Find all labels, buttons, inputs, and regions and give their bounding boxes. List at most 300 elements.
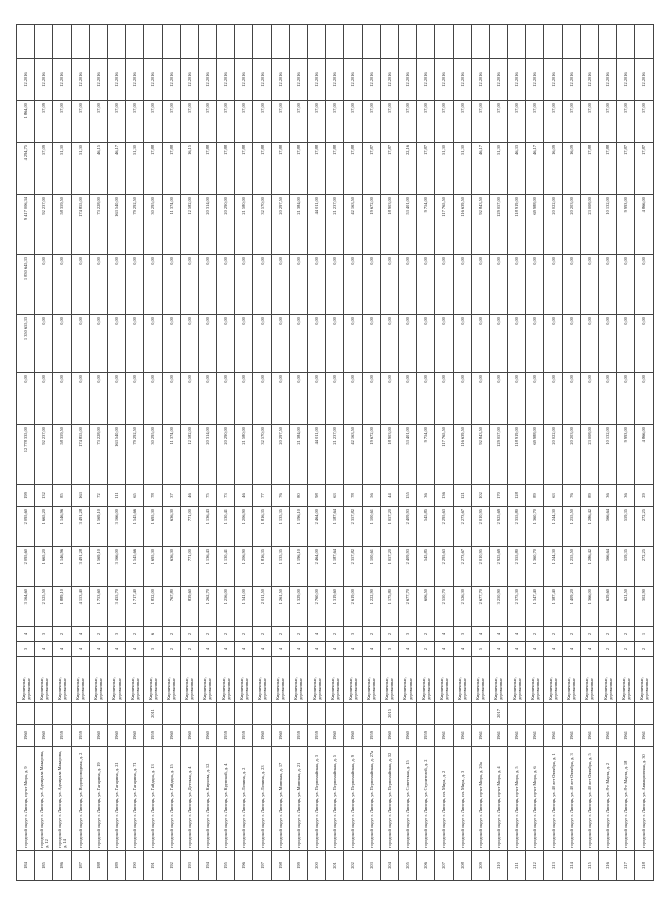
owned-area-cell: 2 357,82 <box>344 507 362 547</box>
unit-cost-cell: 51,30 <box>489 143 507 195</box>
spacer-cell <box>435 25 453 59</box>
unit-cost-limit-cell: 57,00 <box>344 101 362 143</box>
total-area-cell: 1 222,90 <box>362 587 380 627</box>
wall-material-cell: Кирпичные, деревянные <box>53 657 71 703</box>
year-built-cell: 1959 <box>217 725 235 747</box>
owned-area-cell: 1 135,35 <box>271 507 289 547</box>
cost-federal-cell: 0,00 <box>289 373 307 425</box>
floors-cell: 2 <box>617 642 635 657</box>
year-built-cell: 1960 <box>253 725 271 747</box>
unit-cost-cell: 51,30 <box>435 143 453 195</box>
owned-area-cell: 771,00 <box>180 507 198 547</box>
planned-date-cell: 12.2016 <box>617 59 635 101</box>
unit-cost-limit-cell: 57,00 <box>508 101 526 143</box>
cost-federal-cell: 0,00 <box>562 373 580 425</box>
cost-municipal-cell: 0,00 <box>417 255 435 315</box>
spacer-cell <box>580 25 598 59</box>
address-cell: городской округ г. Липецк, ул. Гагарина, д. 71 <box>126 747 144 851</box>
cost-total-cell: 20 290,00 <box>217 425 235 485</box>
living-area-cell: 1 244,30 <box>544 547 562 587</box>
year-built-cell: 1960 <box>180 725 198 747</box>
residents-cell: 128 <box>508 485 526 507</box>
unit-cost-cell: 46,33 <box>508 143 526 195</box>
address-cell: городской округ г. Липецк, ул. 8-е Марта, д. 18 <box>617 747 635 851</box>
entrances-cell: 2 <box>180 627 198 642</box>
floors-cell: 4 <box>398 642 416 657</box>
owned-area-cell: 1 100,61 <box>362 507 380 547</box>
address-cell: городской округ г. Липецк, ул. Первомайская, д. 27а <box>362 747 380 851</box>
address-cell: городской округ г. Липецк, пл. Мира, д. 3 <box>453 747 471 851</box>
row-number-cell: 190 <box>126 851 144 881</box>
year-privatized-cell <box>435 703 453 725</box>
cost-total-cell: 53 401,00 <box>398 425 416 485</box>
total-area-cell: 2 526,30 <box>453 587 471 627</box>
total-area-cell: 2 677,70 <box>398 587 416 627</box>
floors-cell: 4 <box>308 642 326 657</box>
wall-material-cell: Кирпичные, деревянные <box>144 657 162 703</box>
row-number-cell: 207 <box>435 851 453 881</box>
year-built-cell: 1960 <box>198 725 216 747</box>
cost-municipal-cell: 0,00 <box>289 255 307 315</box>
cost-federal-cell: 0,00 <box>544 373 562 425</box>
residents-cell: 155 <box>398 485 416 507</box>
entrances-cell: 4 <box>71 627 89 642</box>
year-built-cell: 1960 <box>326 725 344 747</box>
cost-owners-cell: 20 290,00 <box>217 195 235 255</box>
unit-cost-cell: 16,15 <box>180 143 198 195</box>
spacer-cell <box>126 25 144 59</box>
planned-date-cell: 12.2016 <box>235 59 253 101</box>
cost-regional-cell: 0,00 <box>580 315 598 373</box>
year-privatized-cell <box>271 703 289 725</box>
entrances-cell: 2 <box>380 627 398 642</box>
floors-cell: 4 <box>271 642 289 657</box>
owned-area-cell: 636,30 <box>162 507 180 547</box>
spacer-cell <box>35 25 53 59</box>
wall-material-cell: Кирпичные, деревянные <box>126 657 144 703</box>
year-built-cell: 1961 <box>489 725 507 747</box>
unit-cost-cell: 17,87 <box>380 143 398 195</box>
floors-cell: 4 <box>344 642 362 657</box>
cost-total-cell: 21 237,00 <box>326 425 344 485</box>
cost-regional-cell: 0,00 <box>599 315 617 373</box>
table-row <box>398 25 416 881</box>
cost-federal-cell: 0,00 <box>599 373 617 425</box>
entrances-cell: 3 <box>453 627 471 642</box>
cost-owners-cell: 21 237,00 <box>326 195 344 255</box>
year-built-cell: 1961 <box>508 725 526 747</box>
total-area-cell: 1 261,50 <box>271 587 289 627</box>
cost-federal-cell: 0,00 <box>398 373 416 425</box>
floors-cell: 4 <box>435 642 453 657</box>
cost-regional-cell: 0,00 <box>253 315 271 373</box>
wall-material-cell: Кирпичные, деревянные <box>35 657 53 703</box>
row-number-cell: 202 <box>344 851 362 881</box>
living-area-cell: 1 187,64 <box>326 547 344 587</box>
entrances-cell: 2 <box>235 627 253 642</box>
cost-regional-cell: 0,00 <box>71 315 89 373</box>
total-area-cell: 2 550,70 <box>435 587 453 627</box>
living-area-cell: 1 057,20 <box>380 547 398 587</box>
year-privatized-cell <box>253 703 271 725</box>
address-cell: городской округ г. Липецк, ул. Советская, д. 15 <box>398 747 416 851</box>
unit-cost-limit-cell: 57,00 <box>435 101 453 143</box>
living-area-cell: 559,35 <box>617 547 635 587</box>
owned-area-cell: 2 273,67 <box>453 507 471 547</box>
unit-cost-cell: 17,88 <box>326 143 344 195</box>
table-row <box>71 25 89 881</box>
table-row <box>435 25 453 881</box>
table-row <box>508 25 526 881</box>
unit-cost-cell: 17,87 <box>635 143 653 195</box>
floors-cell: 4 <box>198 642 216 657</box>
address-cell: городской округ г. Липецк, ул. Гагарина, д. 19 <box>89 747 107 851</box>
address-cell: городской округ г. Липецк, ул. Авиационная, д. 30 <box>635 747 653 851</box>
spacer-cell <box>599 25 617 59</box>
cost-municipal-cell: 0,00 <box>580 255 598 315</box>
floors-cell: 3 <box>144 642 162 657</box>
unit-cost-limit-cell: 57,00 <box>162 101 180 143</box>
owned-area-cell: 559,35 <box>617 507 635 547</box>
planned-date-cell: 12.2016 <box>508 59 526 101</box>
row-number-cell: 199 <box>289 851 307 881</box>
cost-federal-cell: 0,00 <box>198 373 216 425</box>
living-area-cell: 1 255,50 <box>562 547 580 587</box>
total-area-cell: 606,50 <box>417 587 435 627</box>
owned-area-cell: 1 286,42 <box>580 507 598 547</box>
planned-date-cell: 12.2016 <box>562 59 580 101</box>
cost-regional-cell: 0,00 <box>489 315 507 373</box>
table-row <box>217 25 235 881</box>
total-area-cell: 1 387,40 <box>544 587 562 627</box>
row-number-cell: 192 <box>162 851 180 881</box>
cost-regional-cell: 0,00 <box>417 315 435 373</box>
living-area-cell: 1 130,41 <box>217 547 235 587</box>
table-row <box>235 25 253 881</box>
owned-area-cell: 2 355,80 <box>508 507 526 547</box>
unit-cost-limit-cell: 57,09 <box>35 101 53 143</box>
cost-total-cell: 21 580,00 <box>235 425 253 485</box>
cost-regional-cell: 0,00 <box>326 315 344 373</box>
cost-owners-cell: 163 540,00 <box>107 195 125 255</box>
row-number-cell: 188 <box>89 851 107 881</box>
unit-cost-cell: 17,88 <box>198 143 216 195</box>
floors-cell: 4 <box>107 642 125 657</box>
year-built-cell: 1960 <box>126 725 144 747</box>
year-built-cell: 1959 <box>71 725 89 747</box>
cost-federal-cell: 0,00 <box>35 373 53 425</box>
row-number-cell: 201 <box>326 851 344 881</box>
cost-municipal-cell: 0,00 <box>544 255 562 315</box>
entrances-cell: 3 <box>107 627 125 642</box>
address-cell: городской округ г. Липецк, пр-кт Мира, д. 6 <box>526 747 544 851</box>
cost-municipal-cell: 0,00 <box>53 255 71 315</box>
cost-owners-cell: 117 765,50 <box>435 195 453 255</box>
unit-cost-cell: 16,09 <box>544 143 562 195</box>
planned-date-cell: 12.2016 <box>217 59 235 101</box>
cost-federal-cell: 0,00 <box>435 373 453 425</box>
living-area-cell: 2 095,60 <box>17 547 35 587</box>
entrances-cell: 1 <box>635 627 653 642</box>
year-built-cell: 1960 <box>271 725 289 747</box>
cost-municipal-cell: 0,00 <box>562 255 580 315</box>
spacer-cell <box>53 25 71 59</box>
cost-total-cell: 20 297,50 <box>271 425 289 485</box>
year-privatized-cell <box>580 703 598 725</box>
floors-cell: 4 <box>126 642 144 657</box>
unit-cost-cell: 51,30 <box>453 143 471 195</box>
total-area-cell: 1 256,00 <box>217 587 235 627</box>
year-privatized-cell <box>398 703 416 725</box>
cost-regional-cell: 0,00 <box>53 315 71 373</box>
planned-date-cell: 12.2016 <box>417 59 435 101</box>
year-built-cell: 1961 <box>471 725 489 747</box>
wall-material-cell: Кирпичные, деревянные <box>435 657 453 703</box>
floors-cell: 2 <box>180 642 198 657</box>
cost-federal-cell: 0,00 <box>217 373 235 425</box>
spacer-cell <box>526 25 544 59</box>
cost-regional-cell: 0,00 <box>544 315 562 373</box>
entrances-cell: 2 <box>162 627 180 642</box>
owned-area-cell: 1 360,70 <box>526 507 544 547</box>
cost-municipal-cell: 0,00 <box>599 255 617 315</box>
living-area-cell: 1 545,66 <box>126 547 144 587</box>
row-number-cell: 186 <box>53 851 71 881</box>
row-number-cell: 194 <box>198 851 216 881</box>
total-area-cell: 1 753,60 <box>89 587 107 627</box>
owned-area-cell: 1 569,10 <box>89 507 107 547</box>
spacer-cell <box>617 25 635 59</box>
entrances-cell: 2 <box>326 627 344 642</box>
cost-federal-cell: 0,00 <box>180 373 198 425</box>
cost-regional-cell: 0,00 <box>235 315 253 373</box>
spacer-cell <box>471 25 489 59</box>
table-row <box>562 25 580 881</box>
total-area-cell: 2 525,50 <box>35 587 53 627</box>
cost-regional-cell: 0,00 <box>635 315 653 373</box>
residents-cell: 46 <box>180 485 198 507</box>
cost-total-cell: 69 988,00 <box>526 425 544 485</box>
table-row <box>599 25 617 881</box>
year-privatized-cell <box>180 703 198 725</box>
year-privatized-cell: 2017 <box>489 703 507 725</box>
table-row <box>326 25 344 881</box>
cost-total-cell: 11 374,00 <box>162 425 180 485</box>
living-area-cell: 1 196,10 <box>289 547 307 587</box>
cost-municipal-cell: 0,00 <box>362 255 380 315</box>
address-cell: городской округ г. Липецк, ул. Строителей, д. 2 <box>417 747 435 851</box>
year-privatized-cell <box>53 703 71 725</box>
living-area-cell: 1 135,35 <box>271 547 289 587</box>
planned-date-cell: 12.2016 <box>107 59 125 101</box>
residents-cell: 89 <box>580 485 598 507</box>
living-area-cell: 545,85 <box>417 547 435 587</box>
planned-date-cell: 12.2016 <box>35 59 53 101</box>
cost-municipal-cell: 0,00 <box>162 255 180 315</box>
year-privatized-cell <box>453 703 471 725</box>
table-row <box>471 25 489 881</box>
row-number-cell: 185 <box>35 851 53 881</box>
wall-material-cell: Кирпичные, деревянные <box>308 657 326 703</box>
address-cell: городской округ г. Липецк, ул. Первомайская, д. 5 <box>326 747 344 851</box>
year-built-cell: 1961 <box>544 725 562 747</box>
entrances-cell: 2 <box>89 627 107 642</box>
unit-cost-cell: 17,88 <box>599 143 617 195</box>
residents-cell: 111 <box>107 485 125 507</box>
row-number-cell: 211 <box>508 851 526 881</box>
living-area-cell: 636,30 <box>162 547 180 587</box>
cost-municipal-cell: 0,00 <box>71 255 89 315</box>
cost-total-cell: 10 132,00 <box>599 425 617 485</box>
spacer-cell <box>380 25 398 59</box>
floors-cell: 4 <box>71 642 89 657</box>
year-built-cell: 1961 <box>599 725 617 747</box>
row-number-cell: 193 <box>180 851 198 881</box>
residents-cell: 75 <box>198 485 216 507</box>
planned-date-cell: 12.2016 <box>471 59 489 101</box>
unit-cost-cell: 17,88 <box>344 143 362 195</box>
wall-material-cell: Кирпичные, деревянные <box>107 657 125 703</box>
residents-cell: 76 <box>271 485 289 507</box>
cost-owners-cell: 92 237,00 <box>35 195 53 255</box>
unit-cost-limit-cell: 57,00 <box>107 101 125 143</box>
address-cell: городской округ г. Липецк, ул. 8-е Марта, д. 2 <box>599 747 617 851</box>
planned-date-cell: 12.2016 <box>89 59 107 101</box>
planned-date-cell: 12.2016 <box>544 59 562 101</box>
cost-owners-cell: 42 163,50 <box>344 195 362 255</box>
cost-total-cell: 19 672,00 <box>362 425 380 485</box>
year-privatized-cell <box>289 703 307 725</box>
address-cell: городской округ г. Липецк, пр-кт Мира, д. 4 <box>489 747 507 851</box>
year-built-cell: 1960 <box>17 725 35 747</box>
entrances-cell: 6 <box>144 627 162 642</box>
row-number-cell: 215 <box>580 851 598 881</box>
entrances-cell: 2 <box>562 627 580 642</box>
total-area-cell: 1 341,00 <box>235 587 253 627</box>
table-row <box>580 25 598 881</box>
unit-cost-limit-cell: 57,00 <box>544 101 562 143</box>
unit-cost-limit-cell: 57,00 <box>380 101 398 143</box>
living-area-cell: 2 295,63 <box>435 547 453 587</box>
floors-cell: 4 <box>362 642 380 657</box>
cost-regional-cell: 0,00 <box>162 315 180 373</box>
entrances-cell: 2 <box>580 627 598 642</box>
residents-cell: 78 <box>144 485 162 507</box>
cost-owners-cell: 10 132,00 <box>599 195 617 255</box>
cost-municipal-cell: 0,00 <box>180 255 198 315</box>
year-built-cell: 1961 <box>580 725 598 747</box>
spacer-cell <box>144 25 162 59</box>
year-privatized-cell <box>635 703 653 725</box>
total-area-cell: 621,50 <box>617 587 635 627</box>
planned-date-cell: 12.2016 <box>17 59 35 101</box>
unit-cost-cell: 17,87 <box>417 143 435 195</box>
floors-cell: 2 <box>162 642 180 657</box>
living-area-cell: 2 925,69 <box>489 547 507 587</box>
living-area-cell: 1 146,96 <box>53 547 71 587</box>
year-privatized-cell <box>617 703 635 725</box>
table-row <box>344 25 362 881</box>
cost-municipal-cell: 0,00 <box>471 255 489 315</box>
address-cell: городской округ г. Липецк, ул. Адмирала Макарова, д. 14 <box>53 747 71 851</box>
cost-federal-cell: 0,00 <box>635 373 653 425</box>
table-row <box>289 25 307 881</box>
cost-federal-cell: 0,00 <box>126 373 144 425</box>
living-area-cell: 2 273,67 <box>453 547 471 587</box>
unit-cost-cell: 46,17 <box>107 143 125 195</box>
total-area-cell: 3 164,60 <box>17 587 35 627</box>
floors-cell: 4 <box>35 642 53 657</box>
wall-material-cell: Кирпичные, деревянные <box>580 657 598 703</box>
living-area-cell: 1 206,90 <box>235 547 253 587</box>
floors-cell: 3 <box>17 642 35 657</box>
living-area-cell: 1 816,35 <box>253 547 271 587</box>
spacer-cell <box>417 25 435 59</box>
cost-owners-cell: 174 855,00 <box>71 195 89 255</box>
total-area-cell: 629,60 <box>599 587 617 627</box>
spacer-cell <box>107 25 125 59</box>
year-privatized-cell <box>126 703 144 725</box>
row-number-cell: 209 <box>471 851 489 881</box>
planned-date-cell: 12.2016 <box>599 59 617 101</box>
cost-owners-cell: 9 993,00 <box>617 195 635 255</box>
unit-cost-limit-cell: 57,00 <box>326 101 344 143</box>
cost-federal-cell: 0,00 <box>344 373 362 425</box>
owned-area-cell: 1 665,20 <box>35 507 53 547</box>
cost-total-cell: 12 582,00 <box>180 425 198 485</box>
table-row <box>126 25 144 881</box>
unit-cost-limit-cell: 57,00 <box>253 101 271 143</box>
cost-federal-cell: 0,00 <box>107 373 125 425</box>
total-area-cell: 4 153,40 <box>71 587 89 627</box>
unit-cost-limit-cell: 57,00 <box>617 101 635 143</box>
living-area-cell: 771,00 <box>180 547 198 587</box>
planned-date-cell: 12.2016 <box>53 59 71 101</box>
year-privatized-cell <box>308 703 326 725</box>
owned-area-cell: 1 187,64 <box>326 507 344 547</box>
year-built-cell: 1959 <box>417 725 435 747</box>
wall-material-cell: Кирпичные, деревянные <box>344 657 362 703</box>
wall-material-cell: Кирпичные, деревянные <box>380 657 398 703</box>
total-area-cell: 1 409,20 <box>562 587 580 627</box>
living-area-cell: 3 166,00 <box>107 547 125 587</box>
cost-total-cell: 73 228,00 <box>89 425 107 485</box>
year-built-cell: 1960 <box>380 725 398 747</box>
wall-material-cell: Кирпичные, деревянные <box>289 657 307 703</box>
living-area-cell: 272,25 <box>635 547 653 587</box>
owned-area-cell: 1 206,90 <box>235 507 253 547</box>
entrances-cell: 4 <box>308 627 326 642</box>
year-privatized-cell <box>89 703 107 725</box>
total-area-cell: 1 366,00 <box>580 587 598 627</box>
year-built-cell: 1960 <box>344 725 362 747</box>
year-privatized-cell <box>344 703 362 725</box>
unit-cost-limit-cell: 57,00 <box>362 101 380 143</box>
year-privatized-cell <box>71 703 89 725</box>
floors-cell: 4 <box>453 642 471 657</box>
cost-municipal-cell: 0,00 <box>635 255 653 315</box>
cost-regional-cell: 0,00 <box>380 315 398 373</box>
cost-owners-cell: 18 903,00 <box>380 195 398 255</box>
planned-date-cell: 12.2016 <box>180 59 198 101</box>
cost-municipal-cell: 0,00 <box>235 255 253 315</box>
row-number-cell: 204 <box>380 851 398 881</box>
floors-cell: 4 <box>544 642 562 657</box>
cost-federal-cell: 0,00 <box>71 373 89 425</box>
year-built-cell: 1959 <box>144 725 162 747</box>
residents-cell: 36 <box>599 485 617 507</box>
living-area-cell: 2 357,82 <box>344 547 362 587</box>
